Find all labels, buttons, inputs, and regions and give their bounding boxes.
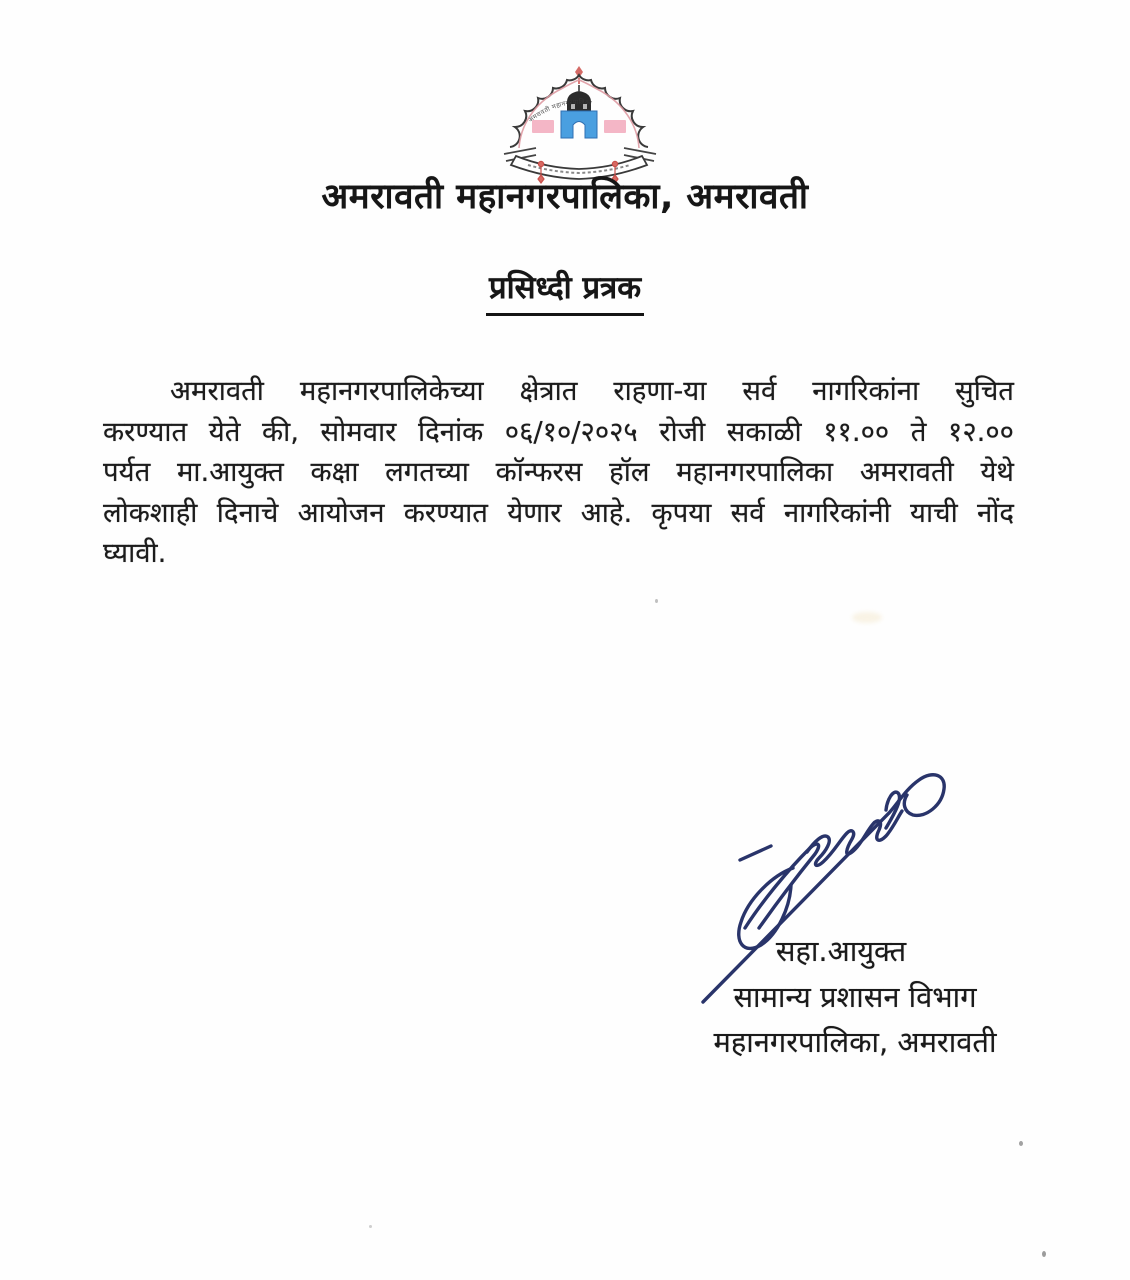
signatory-block bbox=[640, 929, 1070, 1066]
doc-heading bbox=[0, 266, 1130, 316]
scan-smudge bbox=[852, 612, 882, 623]
signatory-designation: सहा.आयुक्त bbox=[775, 934, 907, 968]
body-line-2: करण्यात येते की, सोमवार दिनांक ०६/१०/२०२५ रोजी सकाळी ११.०० ते १२.०० bbox=[103, 415, 1014, 448]
doc-heading-text: प्रसिध्दी प्रत्रक bbox=[486, 266, 644, 316]
scan-speck bbox=[655, 599, 658, 603]
signature-tick bbox=[740, 846, 771, 860]
body-paragraph bbox=[103, 371, 1014, 574]
logo-arc-text: अमरावती महानगरपालिका bbox=[526, 97, 593, 125]
body-line-5: घ्यावी. bbox=[103, 537, 167, 569]
scan-speck bbox=[1019, 1141, 1023, 1146]
body-line-1: अमरावती महानगरपालिकेच्या क्षेत्रात राहणा-या सर्व नागरिकांना सुचित bbox=[170, 375, 1014, 407]
municipal-logo bbox=[500, 62, 660, 184]
body-line-4: लोकशाही दिनाचे आयोजन करण्यात येणार आहे. कृपया सर्व नागरिकांनी याची नोंद bbox=[103, 496, 1014, 529]
logo-gate-icon bbox=[561, 85, 597, 138]
body-line-3: पर्यत मा.आयुक्त कक्षा लगतच्या कॉन्फरस हॉल महानगरपालिका अमरावती येथे bbox=[103, 456, 1014, 488]
scan-speck bbox=[369, 1225, 372, 1228]
signatory-organization: महानगरपालिका, अमरावती bbox=[713, 1025, 997, 1059]
scan-speck bbox=[1042, 1251, 1046, 1257]
signatory-department: सामान्य प्रशासन विभाग bbox=[733, 979, 977, 1014]
signature-letters bbox=[807, 811, 902, 865]
org-title: अमरावती महानगरपालिका, अमरावती bbox=[321, 177, 809, 217]
signature-leaf-loop bbox=[745, 844, 819, 928]
